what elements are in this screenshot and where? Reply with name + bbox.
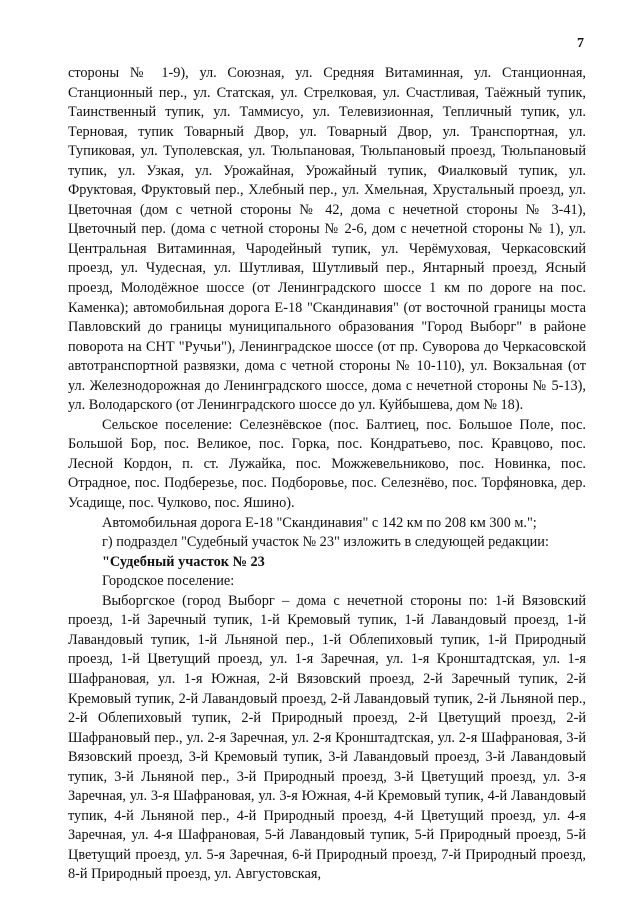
paragraph-vyborg-streets: Выборгское (город Выборг – дома с нечетной стороны по: 1-й Вязовский проезд, 1-й Заречный тупик, 1-й Кремовый тупик, 1-й Лавандовый проезд, 1-й Лавандовый тупик, 1-й Льняной пер., 1-й Облепиховый тупик, 1-й Природный проезд, 1-й Цветущий проезд, ул. 1-я Заречная, ул. 1-я Кронштадтская, ул. 1-я Шафрановая, ул. 1-я Южная, 2-й Вязовский проезд, 2-й Заречный тупик, 2-й Кремовый тупик, 2-й Лавандовый проезд, 2-й Лавандовый тупик, 2-й Льняной пер., 2-й Облепиховый тупик, 2-й Природный проезд, 2-й Цветущий проезд, 2-й Шафрановый пер., ул. 2-я Заречная, ул. 2-я Кронштадтская, ул. 2-я Шафрановая, 3-й Вязовский проезд, 3-й Кремовый тупик, 3-й Лавандовый проезд, 3-й Лавандовый тупик, 3-й Льняной пер., 3-й Природный проезд, 3-й Цветущий проезд, ул. 3-я Заречная, ул. 3-я Шафрановая, ул. 3-я Южная, 4-й Кремовый тупик, 4-й Лавандовый тупик, 4-й Льняной пер., 4-й Природный проезд, 4-й Цветущий проезд, ул. 4-я Заречная, ул. 4-я Шафрановая, 5-й Лавандовый тупик, 5-й Природный проезд, 5-й Цветущий проезд, ул. 5-я Заречная, 6-й Природный проезд, 7-й Природный проезд, 8-й Природный проезд, ул. Августовская, xyxy=(68,592,586,883)
section-heading: "Судебный участок № 23 xyxy=(102,553,265,570)
paragraph-subsection-instruction: г) подраздел "Судебный участок № 23" изложить в следующей редакции: xyxy=(102,534,549,551)
paragraph-urban-settlement: Городское поселение: xyxy=(102,573,235,590)
paragraph-street-list: стороны № 1-9), ул. Союзная, ул. Средняя Витаминная, ул. Станционная, Станционный пер., ул. Статская, ул. Стрелковая, ул. Счастливая, Таёжный тупик, Таинственный тупик, ул. Таммисуо, ул. Телевизионная, Тепличный тупик, ул. Терновая, тупик Товарный Двор, ул. Товарный Двор, ул. Транспортная, ул. Тупиковая, ул. Туполевская, ул. Тюльпановая, Тюльпановый проезд, Тюльпановый тупик, ул. Узкая, ул. Урожайная, Урожайный тупик, Фиалковый тупик, ул. Фруктовая, Фруктовый пер., Хлебный пер., ул. Хмельная, Хрустальный проезд, ул. Цветочная (дом с четной стороны № 42, дома с нечетной стороны № 3-41), Цветочный пер. (дома с четной стороны № 2-6, дом с нечетной стороны № 1), ул. Центральная Витаминная, Чародейный тупик, ул. Черёмуховая, Черкасовский проезд, ул. Чудесная, ул. Шутливая, Шутливый пер., Янтарный проезд, Ясный проезд, Молодёжное шоссе (от Ленинградского шоссе 1 км по дороге на пос. Каменка); автомобильная дорога Е-18 "Скандинавия" (от восточной границы моста Павловский до границы муниципального образования "Город Выборг" в районе поворота на СНТ "Ручьи"), Ленинградское шоссе (от пр. Суворова до Черкасовской автотранспортной развязки, дома с четной стороны № 10-110), ул. Вокзальная (от ул. Железнодорожная до Ленинградского шоссе, дома с нечетной стороны № 5-13), ул. Володарского (от Ленинградского шоссе до ул. Куйбышева, дом № 18). xyxy=(68,65,586,414)
paragraph-rural-settlement: Сельское поселение: Селезнёвское (пос. Балтиец, пос. Большое Поле, пос. Большой Бор, пос. Великое, пос. Горка, пос. Кондратьево, пос. Кравцово, пос. Лесной Кордон, п. ст. Лужайка, пос. Можжевельниково, пос. Новинка, пос. Отрадное, пос. Подберезье, пос. Подборовье, пос. Селезнёво, пос. Торфяновка, дер. Усадище, пос. Чулково, пос. Яшино). xyxy=(68,416,586,512)
paragraph-highway: Автомобильная дорога Е-18 "Скандинавия" с 142 км по 208 км 300 м."; xyxy=(102,514,537,531)
page-number: 7 xyxy=(577,36,584,51)
document-body xyxy=(68,64,586,885)
